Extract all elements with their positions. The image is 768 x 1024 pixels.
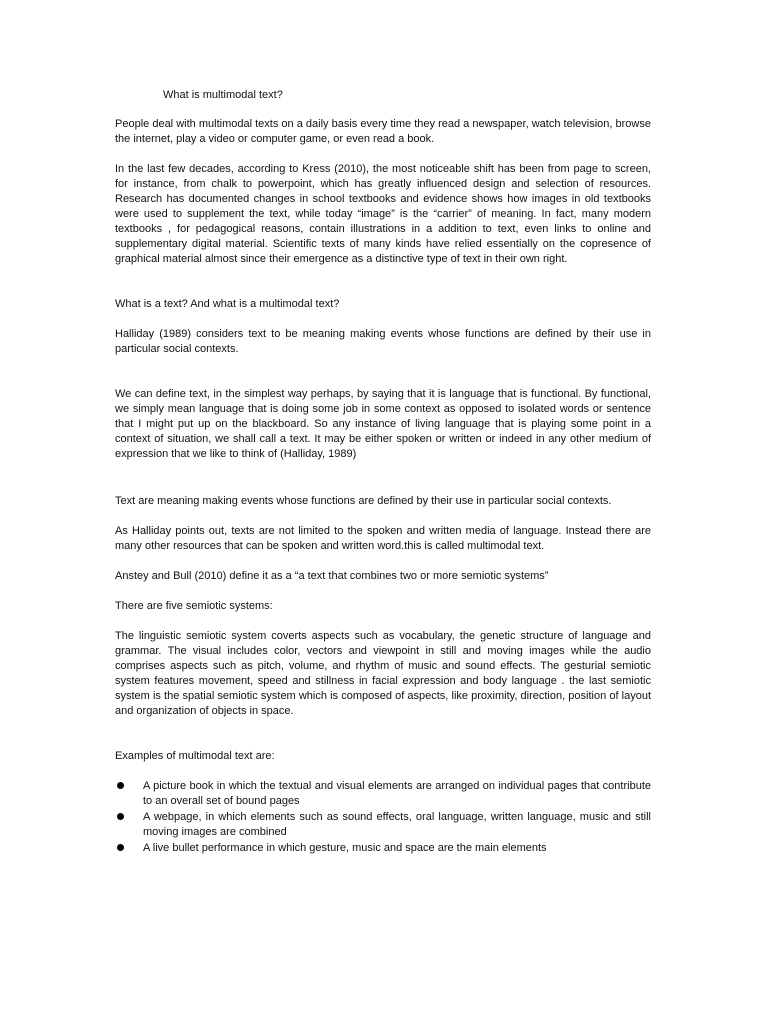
- paragraph-systems-description: The linguistic semiotic system coverts aspects such as vocabulary, the genetic structure of language and grammar. The visual includes color, vectors and viewpoint in still and moving images while the audio comprises aspects such as pitch, volume, and rhythm of music and sound effects. The gesturial semiotic system features movement, speed and stillness in facial expression and body language . the last semiotic system is the spatial semiotic system which is composed of aspects, like proximity, direction, position of layout and organization of objects in space.: [115, 630, 651, 717]
- section-heading-text: What is a text? And what is a multimodal text?: [115, 298, 340, 310]
- paragraph-five-systems: There are five semiotic systems:: [115, 600, 273, 612]
- list-item: [115, 810, 651, 840]
- list-item: [115, 841, 651, 856]
- paragraph-anstey-bull: Anstey and Bull (2010) define it as a “a text that combines two or more semiotic systems”: [115, 570, 549, 582]
- paragraph-intro: People deal with multimodal texts on a daily basis every time they read a newspaper, watch television, browse the internet, play a video or computer game, or even read a book.: [115, 118, 651, 145]
- paragraph-kress: In the last few decades, according to Kress (2010), the most noticeable shift has been from page to screen, for instance, from chalk to powerpoint, which has greatly influenced design and selection of resources. Research has documented changes in school textbooks and evidence shows how images in old textbooks were used to supplement the text, while today “image” is the “carrier” of meaning. In fact, many modern textbooks , for pedagogical reasons, contain illustrations in a addition to text, even links to online and supplementary digital material. Scientific texts of many kinds have relied essentially on the copresence of graphical material almost since their emergence as a distinctive type of text in their own right.: [115, 163, 651, 265]
- paragraph-halliday-quote: We can define text, in the simplest way perhaps, by saying that it is language that is functional. By functional, we simply mean language that is doing some job in some context as opposed to isolated words or sentence that I might put up on the blackboard. So any instance of living language that is playing some point in a context of situation, we shall call a text. It may be either spoken or written or indeed in any other medium of expression that we like to think of (Halliday, 1989): [115, 388, 651, 460]
- document-title: What is multimodal text?: [163, 89, 283, 101]
- list-item-text: A live bullet performance in which gesture, music and space are the main elements: [143, 842, 547, 854]
- document-body: [115, 88, 651, 857]
- examples-heading: Examples of multimodal text are:: [115, 750, 275, 762]
- list-item: [115, 779, 651, 809]
- bullet-icon: [117, 813, 124, 820]
- paragraph-halliday-intro: Halliday (1989) considers text to be meaning making events whose functions are defined by their use in particular social contexts.: [115, 328, 651, 355]
- bullet-icon: [117, 844, 124, 851]
- paragraph-text-definition: Text are meaning making events whose functions are defined by their use in particular social contexts.: [115, 495, 612, 507]
- examples-list: [115, 779, 651, 856]
- list-item-text: A webpage, in which elements such as sound effects, oral language, written language, music and still moving images are combined: [143, 811, 651, 838]
- paragraph-halliday-points: As Halliday points out, texts are not limited to the spoken and written media of language. Instead there are many other resources that can be spoken and written word.this is called multimodal text.: [115, 525, 651, 552]
- list-item-text: A picture book in which the textual and visual elements are arranged on individual pages that contribute to an overall set of bound pages: [143, 780, 651, 807]
- bullet-icon: [117, 782, 124, 789]
